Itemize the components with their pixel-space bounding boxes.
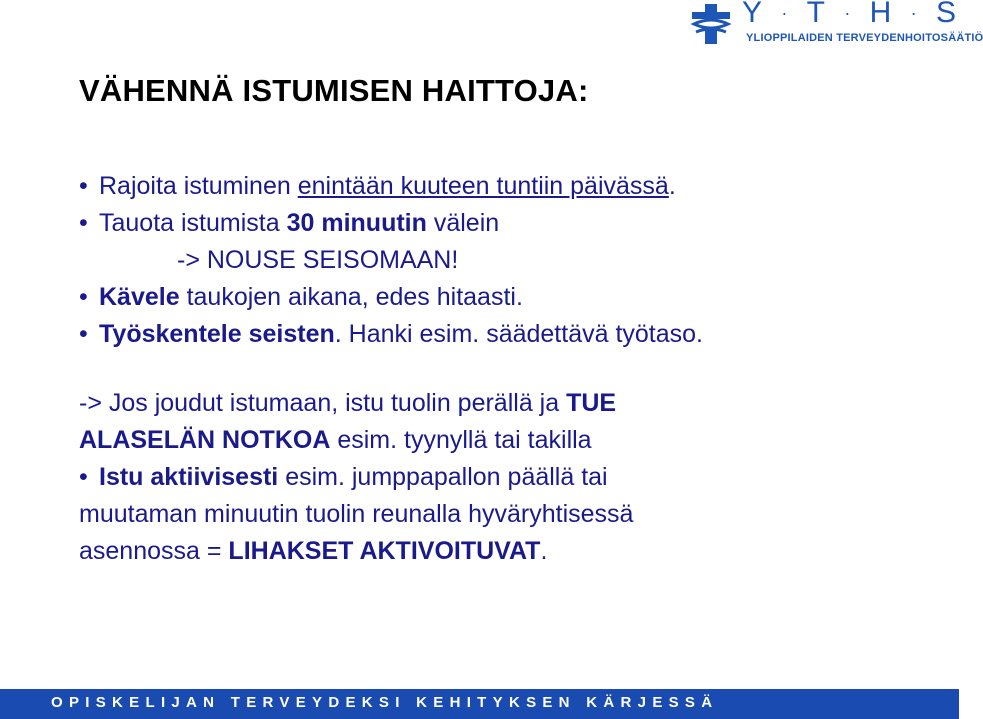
spacer [79, 353, 899, 385]
paragraph-line-1: -> Jos joudut istumaan, istu tuolin perällä ja TUE [79, 389, 617, 417]
paragraph-line-2: ALASELÄN NOTKOA esim. tyynyllä tai takilla [79, 426, 592, 454]
bullet-icon: • [79, 283, 88, 311]
paragraph-line-5: asennossa = LIHAKSET AKTIVOITUVAT. [79, 537, 548, 565]
paragraph-line-4: muutaman minuutin tuolin reunalla hyväryhtisessä [79, 500, 634, 528]
bullet-icon: • [79, 209, 88, 237]
bullet-icon: • [79, 463, 88, 491]
logo-letter-t: T [806, 0, 825, 29]
yths-logo-mark-icon [690, 2, 732, 46]
bullet-item-3: • Kävele taukojen aikana, edes hitaasti. [79, 279, 899, 316]
logo-dot-icon: · [910, 2, 917, 23]
bullet-item-4: • Työskentele seisten. Hanki esim. säädettävä työtaso. [79, 316, 899, 353]
logo-dot-icon: · [781, 2, 788, 23]
logo-letters [742, 0, 956, 28]
yths-logo [690, 0, 983, 50]
bullet-item-2: • Tauota istumista 30 minuutin välein [79, 205, 899, 242]
logo-letter-s: S [935, 0, 956, 29]
underlined-text: enintään kuuteen tuntiin päivässä [297, 172, 669, 200]
bullet-icon: • [79, 172, 88, 200]
logo-letter-h: H [869, 0, 892, 29]
page-title: VÄHENNÄ ISTUMISEN HAITTOJA: [79, 73, 589, 108]
logo-dot-icon: · [844, 2, 851, 23]
bullet-item-1: • Rajoita istuminen enintään kuuteen tuntiin päivässä. [79, 168, 899, 205]
footer-bar [0, 689, 959, 719]
logo-letter-y: Y [742, 0, 763, 29]
bullet-item-2-continuation: -> NOUSE SEISOMAAN! [177, 246, 459, 274]
footer-slogan: OPISKELIJAN TERVEYDEKSI KEHITYKSEN KÄRJESSÄ [51, 694, 719, 711]
logo-subtitle: YLIOPPILAIDEN TERVEYDENHOITOSÄÄTIÖ [746, 32, 983, 44]
paragraph-line-3: • Istu aktiivisesti esim. jumppapallon päällä tai [79, 459, 899, 496]
bullet-icon: • [79, 320, 88, 348]
content-body [79, 168, 899, 570]
